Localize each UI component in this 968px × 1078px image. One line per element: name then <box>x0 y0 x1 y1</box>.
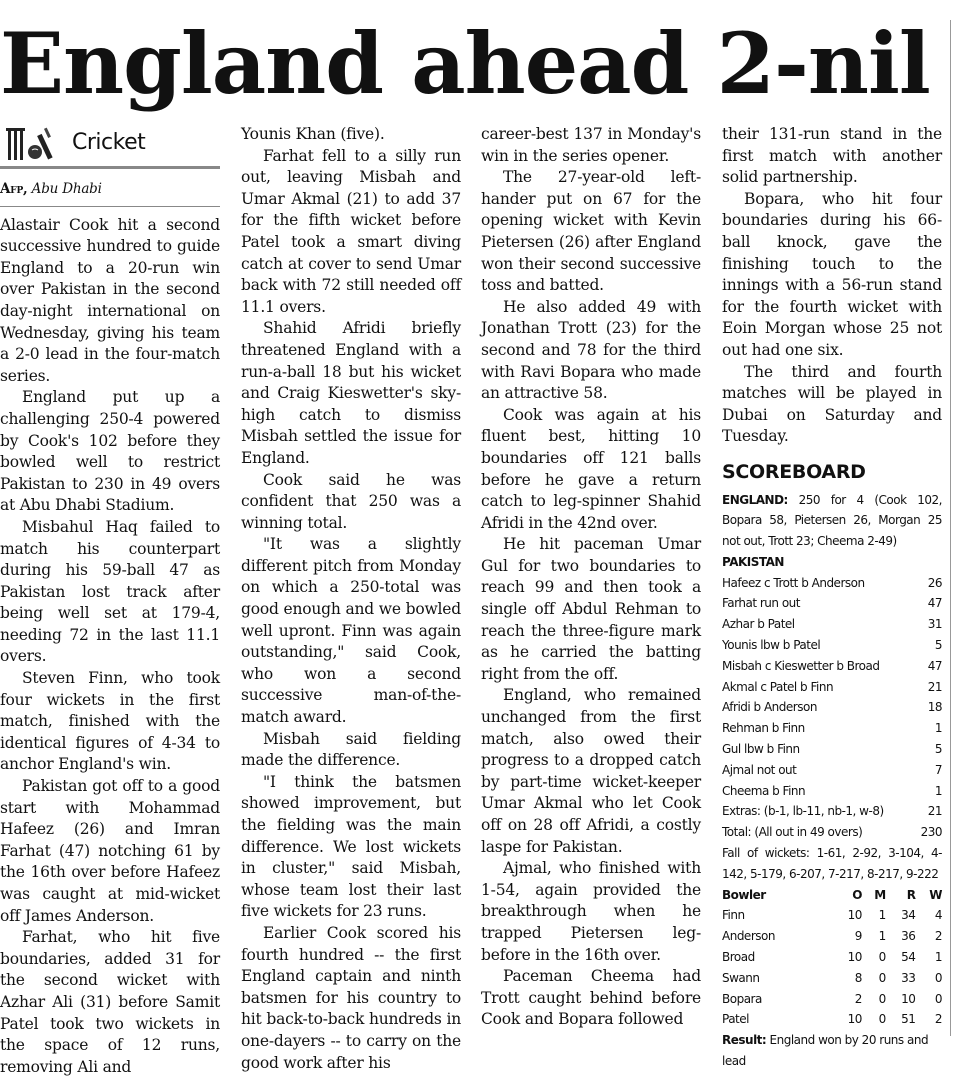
bowling-figure: 54 <box>901 950 916 965</box>
batting-row <box>722 677 942 698</box>
bowling-figure: 1 <box>878 908 886 923</box>
bowling-figure: 0 <box>878 950 886 965</box>
bowling-figure: 0 <box>878 970 886 985</box>
scoreboard-title: SCOREBOARD <box>722 460 866 483</box>
batting-row <box>722 635 942 656</box>
paragraph: He hit paceman Umar Gul for two boundaries to reach 99 and then took a single off Abdul Rehman to reach the three-figure mark as he carried the batting right from the off. <box>481 535 701 683</box>
bowling-row <box>722 989 942 1010</box>
batting-row <box>722 781 942 802</box>
batting-row <box>722 739 942 760</box>
paragraph: Cook said he was confident that 250 was a winning total. <box>241 470 461 532</box>
paragraph: Misbah said fielding made the difference. <box>241 729 461 770</box>
bowling-header: M <box>874 887 886 902</box>
bowling-figure: 0 <box>878 1012 886 1027</box>
article-column-4 <box>722 124 942 1072</box>
bowling-figure: 1 <box>934 950 942 965</box>
batsman-runs: 230 <box>920 825 942 840</box>
bowling-header-row <box>722 885 942 906</box>
bowler-name: Swann <box>722 970 760 985</box>
bowling-row <box>722 947 942 968</box>
paragraph: Bopara, who hit four boundaries during his 66-ball knock, gave the finishing touch to the innings with a 56-run stand for the fourth wicket with Eoin Morgan whose 25 not out had one six. <box>722 189 942 359</box>
batsman-runs: 47 <box>927 596 942 611</box>
batting-row <box>722 801 942 822</box>
bowling-row <box>722 968 942 989</box>
batsman-runs: 26 <box>927 575 942 590</box>
paragraph: England put up a challenging 250-4 powered by Cook's 102 before they bowled well to restrict Pakistan to 230 in 49 overs at Abu Dhabi Stadium. <box>0 388 220 515</box>
bowler-name: Patel <box>722 1012 749 1027</box>
scoreboard <box>722 490 942 1072</box>
paragraph: England, who remained unchanged from the first match, also owed their progress to a dropped catch by part-time wicket-keeper Umar Akmal who let Cook off on 28 off Afridi, a costly laspe for Pakistan. <box>481 686 701 856</box>
cricket-icon <box>2 126 62 162</box>
bowling-figure: 36 <box>901 929 916 944</box>
england-innings <box>722 490 942 552</box>
pakistan-label: PAKISTAN <box>722 554 784 569</box>
batsman-runs: 31 <box>927 617 942 632</box>
bowling-row <box>722 1009 942 1030</box>
batsman-runs: 18 <box>927 700 942 715</box>
paragraph: Pakistan got off to a good start with Mohammad Hafeez (26) and Imran Farhat (47) notching 61 by the 16th over before Hafeez was caught at mid-wicket off James Anderson. <box>0 777 220 925</box>
section-label: Cricket <box>72 130 146 155</box>
batsman-dismissal: Hafeez c Trott b Anderson <box>722 575 865 590</box>
bowling-figure: 9 <box>854 929 862 944</box>
bowling-figure: 0 <box>878 991 886 1006</box>
bowling-figure: 4 <box>934 908 942 923</box>
article-column-3 <box>481 124 701 1031</box>
batsman-runs: 21 <box>927 679 942 694</box>
batsman-dismissal: Akmal c Patel b Finn <box>722 679 834 694</box>
result-text: England won by 20 runs and lead <box>722 1033 929 1069</box>
paragraph: "It was a slightly different pitch from Monday on which a 250-total was good enough and we bowled well upront. Finn was again outstanding," said Cook, who won a second successive man-of-the-match award. <box>241 535 461 727</box>
bowling-figure: 33 <box>901 970 916 985</box>
batsman-runs: 21 <box>927 804 942 819</box>
bowling-figure: 2 <box>934 929 942 944</box>
batsman-dismissal: Farhat run out <box>722 596 800 611</box>
bowling-header: R <box>906 887 916 902</box>
bowling-figure: 0 <box>934 970 942 985</box>
byline <box>0 179 220 207</box>
paragraph: He also added 49 with Jonathan Trott (23) for the second and 78 for the third with Ravi Bopara who made an attractive 58. <box>481 297 701 403</box>
paragraph: Shahid Afridi briefly threatened England with a run-a-ball 18 but his wicket and Craig Kieswetter's sky-high catch to dismiss Misbah settled the issue for England. <box>241 319 461 467</box>
headline: England ahead 2-nil <box>0 14 930 113</box>
result-label: Result: <box>722 1033 767 1048</box>
article-column-1 <box>0 124 220 1078</box>
england-summary: 250 for 4 (Cook 102, Bopara 58, Pietersen 26, Morgan 25 not out, Trott 23; Cheema 2-49) <box>722 492 942 549</box>
paragraph: The 27-year-old left-hander put on 67 for the opening wicket with Kevin Pietersen (26) after England won their second successive toss and batted. <box>481 168 701 295</box>
batsman-runs: 1 <box>934 783 942 798</box>
byline-agency: Afp, <box>0 181 28 197</box>
batsman-runs: 5 <box>934 638 942 653</box>
paragraph: Farhat, who hit five boundaries, added 31 for the second wicket with Azhar Ali (31) before Samit Patel took two wickets in the space of 12 runs, removing Ali and <box>0 928 220 1076</box>
paragraph: Misbahul Haq failed to match his counterpart during his 59-ball 47 as Pakistan lost track after being well set at 179-4, needing 72 in the last 11.1 overs. <box>0 517 220 666</box>
bowling-figure: 1 <box>878 929 886 944</box>
bowling-header: O <box>852 887 862 902</box>
batting-row <box>722 822 942 843</box>
batting-row <box>722 573 942 594</box>
bowling-header: Bowler <box>722 887 766 902</box>
paragraph: their 131-run stand in the first match with another solid partnership. <box>722 125 942 187</box>
bowling-row <box>722 905 942 926</box>
bowler-name: Bopara <box>722 991 762 1006</box>
result-line <box>722 1030 942 1072</box>
section-kicker <box>0 124 220 169</box>
batsman-dismissal: Ajmal not out <box>722 762 797 777</box>
batting-row <box>722 697 942 718</box>
paragraph: career-best 137 in Monday's win in the series opener. <box>481 125 701 165</box>
england-label: ENGLAND: <box>722 492 788 507</box>
paragraph: Steven Finn, who took four wickets in the first match, finished with the identical figures of 4-34 to anchor England's win. <box>0 669 220 774</box>
batsman-dismissal: Rehman b Finn <box>722 721 805 736</box>
paragraph: Earlier Cook scored his fourth hundred -- the first England captain and ninth batsmen for his country to hit back-to-back hundreds in one-dayers -- to carry on the good work after his <box>241 923 461 1072</box>
bowling-figure: 8 <box>854 970 862 985</box>
batting-row <box>722 614 942 635</box>
paragraph: Ajmal, who finished with 1-54, again provided the breakthrough when he trapped Pietersen leg-before in the 16th over. <box>481 859 701 964</box>
bowling-figure: 10 <box>847 908 862 923</box>
batsman-dismissal: Gul lbw b Finn <box>722 742 800 757</box>
bowling-table <box>722 885 942 1031</box>
batsman-dismissal: Extras: (b-1, lb-11, nb-1, w-8) <box>722 804 884 819</box>
article-column-2 <box>241 124 461 1074</box>
batsman-dismissal: Misbah c Kieswetter b Broad <box>722 658 880 673</box>
batting-row <box>722 593 942 614</box>
bowling-figure: 0 <box>934 991 942 1006</box>
paragraph: Younis Khan (five). <box>241 125 385 143</box>
batting-row <box>722 760 942 781</box>
column-rule <box>950 20 951 1036</box>
bowler-name: Anderson <box>722 929 775 944</box>
bowling-figure: 34 <box>901 908 916 923</box>
paragraph: Paceman Cheema had Trott caught behind before Cook and Bopara followed <box>481 967 701 1029</box>
batsman-dismissal: Total: (All out in 49 overs) <box>722 825 863 840</box>
paragraph: Cook was again at his fluent best, hitting 10 boundaries off 121 balls before he gave a return catch to leg-spinner Shahid Afridi in the 42nd over. <box>481 405 701 532</box>
bowling-row <box>722 926 942 947</box>
bowling-figure: 10 <box>847 1012 862 1027</box>
byline-place: Abu Dhabi <box>31 181 102 197</box>
bowling-header: W <box>929 887 942 902</box>
batsman-runs: 5 <box>934 742 942 757</box>
batting-list <box>722 573 942 843</box>
bowler-name: Broad <box>722 950 755 965</box>
batsman-dismissal: Cheema b Finn <box>722 783 806 798</box>
batsman-runs: 47 <box>927 658 942 673</box>
bowling-figure: 2 <box>934 1012 942 1027</box>
bowler-name: Finn <box>722 908 745 923</box>
batting-row <box>722 718 942 739</box>
bowling-figure: 10 <box>847 950 862 965</box>
fall-of-wickets: Fall of wickets: 1-61, 2-92, 3-104, 4-142, 5-179, 6-207, 7-217, 8-217, 9-222 <box>722 846 942 881</box>
batting-row <box>722 656 942 677</box>
paragraph: "I think the batsmen showed improvement, but the fielding was the main difference. We lost wickets in cluster," said Misbah, whose team lost their last five wickets for 23 runs. <box>241 772 461 921</box>
batsman-runs: 7 <box>934 762 942 777</box>
batsman-dismissal: Azhar b Patel <box>722 617 795 632</box>
bowling-figure: 51 <box>901 1012 916 1027</box>
batsman-dismissal: Younis lbw b Patel <box>722 638 821 653</box>
batsman-runs: 1 <box>934 721 942 736</box>
paragraph: Alastair Cook hit a second successive hundred to guide England to a 20-run win over Pakistan in the second day-night international on Wednesday, giving his team a 2-0 lead in the four-match series. <box>0 215 220 385</box>
bowling-figure: 2 <box>854 991 862 1006</box>
paragraph: The third and fourth matches will be played in Dubai on Saturday and Tuesday. <box>722 362 942 446</box>
paragraph: Farhat fell to a silly run out, leaving Misbah and Umar Akmal (21) to add 37 for the fifth wicket before Patel took a smart diving catch at cover to send Umar back with 72 still needed off 11.1 overs. <box>241 146 461 316</box>
bowling-figure: 10 <box>901 991 916 1006</box>
batsman-dismissal: Afridi b Anderson <box>722 700 817 715</box>
